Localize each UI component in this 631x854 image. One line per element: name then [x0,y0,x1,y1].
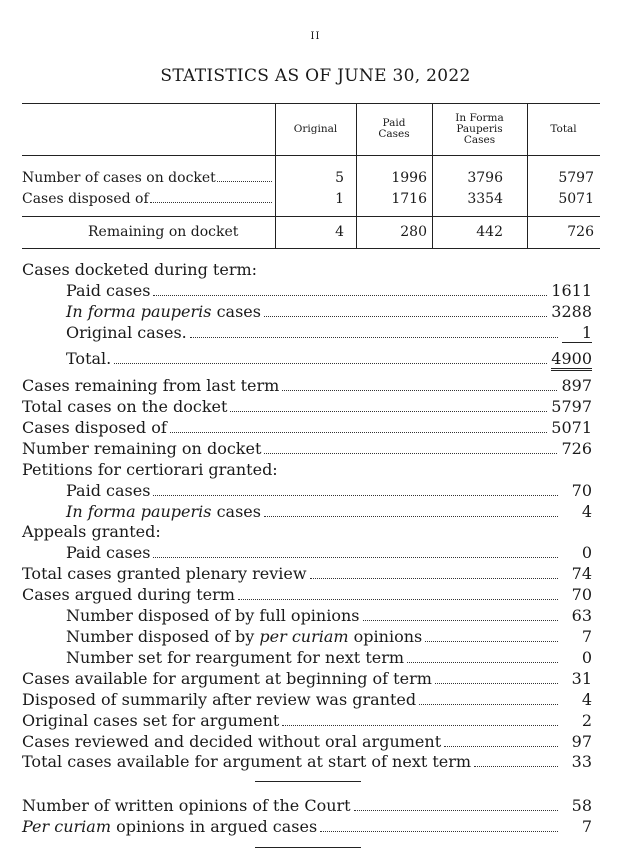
stat-row-total-on-docket: Total cases on the docket 5797 [22,397,592,416]
table-cell: 1716 [391,191,427,207]
stat-row-appeals-paid: Paid cases 0 [66,543,592,562]
section-divider [255,781,361,782]
section-heading-docketed: Cases docketed during term: [22,260,258,279]
stat-row-plenary-review: Total cases granted plenary review 74 [22,564,592,583]
stat-row-written-opinions: Number of written opinions of the Court 58 [22,796,592,815]
table-cell: 1996 [391,170,427,186]
stat-row-per-curiam-disposed: Number disposed of by per curiam opinions 7 [66,627,592,646]
col-header-original: Original [293,122,338,135]
stat-row-summarily: Disposed of summarily after review was granted 4 [22,690,592,709]
table-remaining-label: Remaining on docket [88,224,239,240]
table-cell: 5 [335,170,344,186]
docket-table [22,103,600,249]
table-row-label: Number of cases on docket [22,170,274,186]
stat-row-remaining-last-term: Cases remaining from last term 897 [22,376,592,395]
table-row-label: Cases disposed of [22,191,274,207]
stat-row-cert-paid: Paid cases 70 [66,481,592,500]
page-number: II [310,31,321,42]
page-title: STATISTICS AS OF JUNE 30, 2022 [160,66,471,86]
stat-row-original-cases: Original cases. 1 [66,323,592,342]
table-header-rule [22,155,600,156]
section-divider [255,847,361,848]
stat-row-available-next: Total cases available for argument at start of next term 33 [22,752,592,771]
stat-row-ifp-cases: In forma pauperis cases 3288 [66,302,592,321]
stat-row-full-opinions: Number disposed of by full opinions 63 [66,606,592,625]
stat-row-argued: Cases argued during term 70 [22,585,592,604]
table-cell: 3354 [467,191,503,207]
stat-row-disposed-of: Cases disposed of 5071 [22,418,592,437]
table-cell: 442 [476,224,503,240]
col-header-paid: Paid Cases [378,117,410,140]
stat-row-available-beginning: Cases available for argument at beginning of term 31 [22,669,592,688]
table-cell: 4 [335,224,344,240]
col-header-total: Total [550,122,577,135]
stat-row-cert-ifp: In forma pauperis cases 4 [66,502,592,521]
stat-row-per-curiam-argued: Per curiam opinions in argued cases 7 [22,817,592,836]
stat-row-remaining-on-docket: Number remaining on docket 726 [22,439,592,458]
table-cell: 5797 [558,170,594,186]
stat-row-paid-cases: Paid cases 1611 [66,281,592,300]
table-remaining-top-rule [22,216,600,217]
stat-row-total: Total. 4900 [66,349,592,369]
table-cell: 3796 [467,170,503,186]
table-cell: 726 [567,224,594,240]
table-cell: 1 [335,191,344,207]
section-heading-appeals: Appeals granted: [22,522,161,541]
stat-row-without-oral: Cases reviewed and decided without oral argument 97 [22,732,592,751]
stat-row-original-set: Original cases set for argument 2 [22,711,592,730]
table-cell: 280 [400,224,427,240]
table-bottom-rule [22,248,600,249]
col-header-ifp: In Forma Pauperis Cases [455,111,504,146]
table-cell: 5071 [558,191,594,207]
section-heading-certiorari: Petitions for certiorari granted: [22,460,278,479]
stat-row-reargument: Number set for reargument for next term 0 [66,648,592,667]
